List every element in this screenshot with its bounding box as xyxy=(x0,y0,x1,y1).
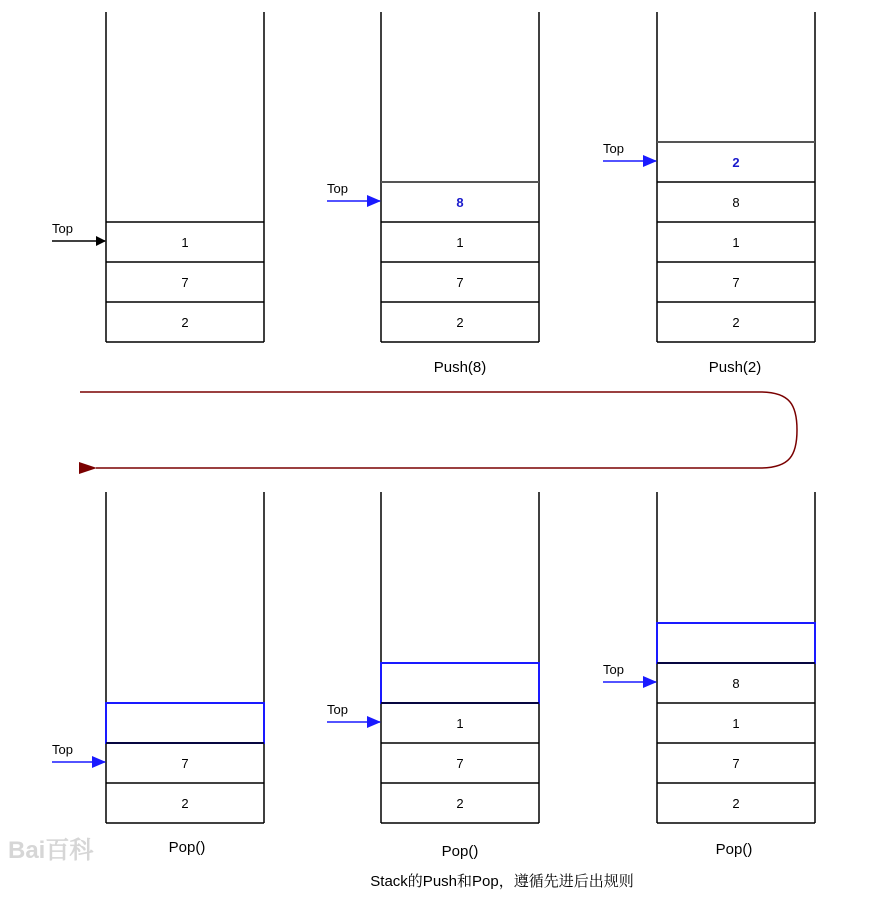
stack-cell-value: 2 xyxy=(456,315,464,330)
stack-push-8 xyxy=(327,12,539,376)
stack-cell-value: 1 xyxy=(181,235,189,250)
operation-label: Pop() xyxy=(168,839,206,856)
stack-cell-value: 8 xyxy=(732,195,740,210)
top-pointer-label: Top xyxy=(327,702,348,717)
stack-cell-value: 7 xyxy=(456,756,464,771)
operation-label: Pop() xyxy=(715,841,753,858)
stack-cell-value: 2 xyxy=(732,796,740,811)
stack-initial xyxy=(52,12,264,342)
popped-slot xyxy=(106,703,264,743)
flow-arrow xyxy=(80,392,797,468)
stack-cell-value: 1 xyxy=(456,235,464,250)
top-pointer-label: Top xyxy=(603,141,624,156)
top-pointer-label: Top xyxy=(327,181,348,196)
stack-cell-value: 1 xyxy=(732,716,740,731)
stack-cell-value: 1 xyxy=(456,716,464,731)
stack-cell-value: 2 xyxy=(181,796,189,811)
top-pointer-label: Top xyxy=(52,742,73,757)
diagram-caption: Stack的Push和Pop，遵循先进后出规则 xyxy=(370,873,634,890)
stack-cell-value: 8 xyxy=(456,195,464,210)
popped-slot xyxy=(381,663,539,703)
stack-pop-1 xyxy=(52,492,264,856)
stack-pop-2 xyxy=(327,492,539,860)
top-pointer-label: Top xyxy=(52,221,73,236)
stack-cell-value: 7 xyxy=(181,756,189,771)
stack-cell-value: 1 xyxy=(732,235,740,250)
operation-label: Pop() xyxy=(441,843,479,860)
operation-label: Push(8) xyxy=(433,359,487,376)
operation-label: Push(2) xyxy=(708,359,762,376)
stack-cell-value: 2 xyxy=(456,796,464,811)
watermark-logo: Bai百科 xyxy=(8,837,94,864)
stack-cell-value: 2 xyxy=(732,315,740,330)
popped-slot xyxy=(657,623,815,663)
stack-cell-value: 7 xyxy=(181,275,189,290)
stack-push-2 xyxy=(603,12,815,376)
stacks-layer xyxy=(52,12,815,860)
stack-cell-value: 7 xyxy=(732,275,740,290)
stack-pop-3 xyxy=(603,492,815,858)
stack-cell-value: 7 xyxy=(732,756,740,771)
stack-cell-value: 2 xyxy=(181,315,189,330)
stack-cell-value: 8 xyxy=(732,676,740,691)
top-pointer-label: Top xyxy=(603,662,624,677)
stack-cell-value: 7 xyxy=(456,275,464,290)
stack-cell-value: 2 xyxy=(732,155,740,170)
